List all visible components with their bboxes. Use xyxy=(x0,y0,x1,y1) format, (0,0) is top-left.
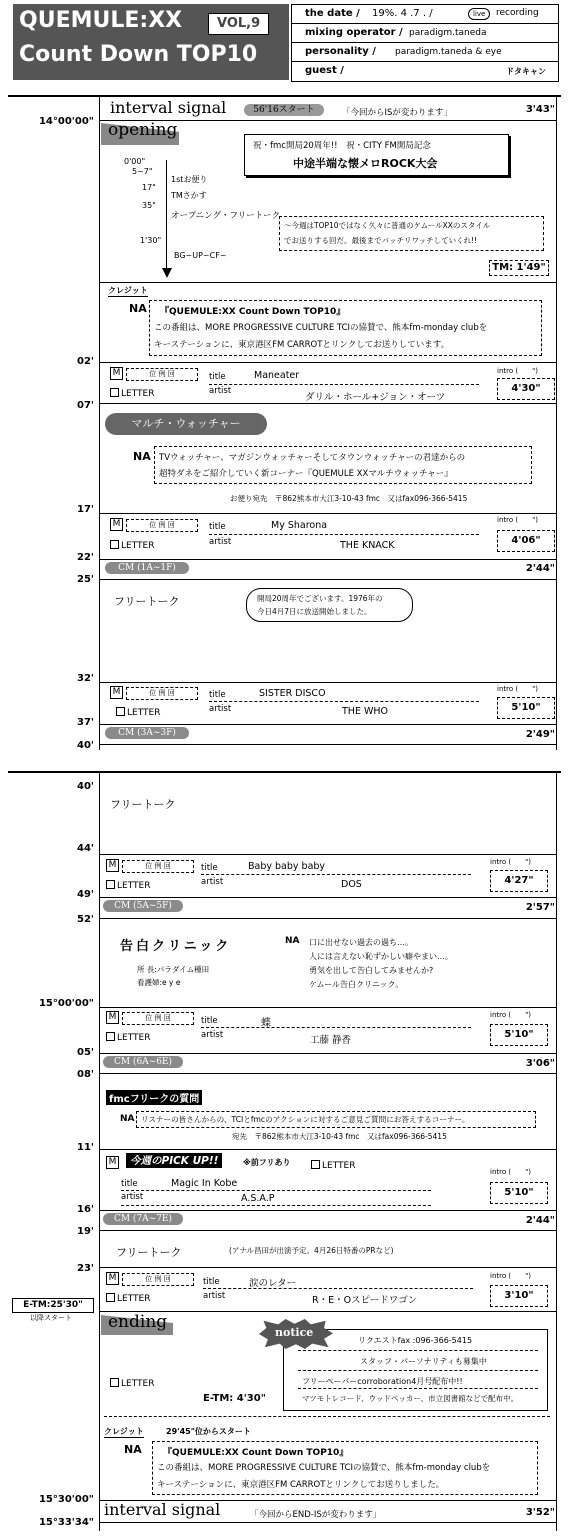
time-1530: 15°30'00" xyxy=(38,1494,94,1505)
ending-etm-label: E-TM: xyxy=(203,1393,234,1404)
live-badge: live xyxy=(468,8,490,20)
song4-m-box: M xyxy=(106,859,119,872)
time-40: 40' xyxy=(77,781,94,792)
free3-label: フリートーク xyxy=(116,1246,182,1259)
song1-intro-box: 4'30" xyxy=(497,378,555,400)
pickup-artist-label: artist xyxy=(121,1192,144,1202)
pickup-intro-box: 5'10" xyxy=(490,1182,548,1204)
tm-label: TM: xyxy=(492,262,514,273)
song5-title-label: title xyxy=(201,1016,218,1026)
pickup-title: 今週のPICK UP!! xyxy=(126,1153,222,1168)
cm5-duration: 2'57" xyxy=(525,902,555,913)
tl-opening-talk: オープニング・フリートーク xyxy=(171,211,281,221)
credit1-label: クレジット xyxy=(108,286,148,295)
song1-title-label: title xyxy=(209,372,226,382)
time-32: 32' xyxy=(77,673,94,684)
pickup-m-box: M xyxy=(106,1156,119,1169)
interval-duration: 3'43" xyxy=(525,104,555,115)
song2-title-label: title xyxy=(209,522,226,532)
song6-intro-box: 3'10" xyxy=(490,1285,548,1307)
multi-watcher-badge xyxy=(105,413,267,435)
tl-35: 35" xyxy=(142,201,156,210)
ending-etm xyxy=(203,1393,266,1404)
opening-box-line2: 中途半端な懐メロROCK大会 xyxy=(293,157,438,170)
time-52: 52' xyxy=(77,914,94,925)
song4-artist-label: artist xyxy=(201,877,224,887)
song3-pos-box: 位 例 回 xyxy=(126,687,198,700)
program-title-line2: Count Down TOP10 xyxy=(19,42,258,67)
song5-intro-box: 5'10" xyxy=(490,1024,548,1046)
clinic-staff1: 所 長:パラダイム種田 xyxy=(137,965,210,974)
opening-talk-line2: でお送りする回だ。最後までバッチリワッチしていくれ!! xyxy=(284,236,478,245)
credit1-box xyxy=(149,300,542,356)
time-1533: 15°33'34" xyxy=(38,1517,94,1528)
free1-note-line2: 今日4月7日に放送開始しました。 xyxy=(257,607,372,616)
tm-box xyxy=(489,260,549,276)
cm1-pill: CM (1A~1F) xyxy=(105,562,189,574)
opening-talk-box xyxy=(279,216,544,251)
ending-letter-label: LETTER xyxy=(121,1379,155,1389)
song4-letter-checkbox[interactable] xyxy=(106,880,150,891)
multi-line2: 超特ダネをご紹介していく新コーナー『QUEMULE XXマルチウォッチャー』 xyxy=(159,469,453,479)
time-16: 16' xyxy=(77,1204,94,1215)
cm6-duration: 3'06" xyxy=(525,1058,555,1069)
clinic-na: NA xyxy=(285,936,300,946)
time-1400: 14°00'00" xyxy=(38,116,94,127)
song5-artist-label: artist xyxy=(201,1030,224,1040)
credit1-line3: キーステーションに、東京港区FM CARROTとリンクしてお送りしています。 xyxy=(154,340,450,350)
time-49: 49' xyxy=(77,889,94,900)
credit1-line1: 『QUEMULE:XX Count Down TOP10』 xyxy=(160,307,346,317)
song2-letter-label: LETTER xyxy=(121,541,155,551)
song5-title: 蝶 xyxy=(261,1018,271,1029)
cm7-pill: CM (7A~7E) xyxy=(103,1213,183,1225)
song5-pos-box: 位 例 回 xyxy=(122,1012,194,1025)
tl-tm: TMさかす xyxy=(171,191,207,200)
guest-label: guest / xyxy=(305,65,344,76)
song6-artist: R・E・Oスピードワゴン xyxy=(312,1295,418,1306)
opening-talk-line1: ～今週はTOP10ではなく久々に普通のケムールXXのスタイル xyxy=(284,221,491,230)
mixing-value: paradigm.taneda xyxy=(409,28,487,38)
time-08: 08' xyxy=(77,1069,94,1080)
mixing-label: mixing operator / xyxy=(305,27,403,38)
song5-letter-label: LETTER xyxy=(117,1033,151,1043)
song3-title-label: title xyxy=(209,690,226,700)
song3-title: SISTER DISCO xyxy=(259,688,326,699)
pickup-artist: A.S.A.P xyxy=(241,1193,275,1204)
date-value: 19%. 4 .7 . / xyxy=(372,8,433,19)
song6-pos-box: 位 例 回 xyxy=(122,1273,194,1286)
song2-intro-label: intro ( ") xyxy=(497,516,539,524)
song1-artist-label: artist xyxy=(209,386,232,396)
song1-pos-box: 位 例 回 xyxy=(126,368,198,381)
song3-letter-checkbox[interactable] xyxy=(116,707,160,718)
song3-m-box: M xyxy=(110,686,123,699)
cm3-duration: 2'49" xyxy=(525,729,555,740)
song6-artist-label: artist xyxy=(203,1291,226,1301)
clinic-line1: 口に出せない過去の過ち…。 xyxy=(309,938,413,947)
multi-line1: TVウォッチャー、マガジンウォッチャーそしてタウンウォッチャーの君達からの xyxy=(159,453,466,463)
credit2-line1: 『QUEMULE:XX Count Down TOP10』 xyxy=(163,1448,349,1458)
opening-box xyxy=(244,134,509,176)
tl-0000: 0'00" xyxy=(124,157,146,166)
song5-intro-label: intro ( ") xyxy=(490,1011,532,1019)
song2-artist-label: artist xyxy=(209,537,232,547)
free2-label: フリートーク xyxy=(110,798,176,811)
clinic-staff2: 看護婦:e y e xyxy=(137,978,181,987)
interval-signal-title: interval signal xyxy=(110,98,227,117)
cm3-pill: CM (3A~3F) xyxy=(105,727,189,739)
interval-note: 「今回からISが変わります」 xyxy=(342,108,452,118)
freak-line1: リスナーの皆さんからの、TCIとfmcのアクションに対するご意見ご質問にお答えするコーナー。 xyxy=(141,1115,470,1124)
song3-letter-label: LETTER xyxy=(127,708,161,718)
song5-artist: 工藤 静香 xyxy=(310,1035,352,1046)
ending-letter-checkbox[interactable] xyxy=(110,1378,154,1389)
program-title-block xyxy=(13,4,289,80)
ending-title: ending xyxy=(108,1312,168,1332)
song6-m-box: M xyxy=(106,1272,119,1285)
song4-letter-label: LETTER xyxy=(117,881,151,891)
pickup-intro-label: intro ( ") xyxy=(490,1168,532,1176)
tl-17: 17" xyxy=(142,183,156,192)
credit1-na: NA xyxy=(129,302,147,315)
song2-pos-box: 位 例 回 xyxy=(126,519,198,532)
time-22: 22' xyxy=(77,552,94,563)
clinic-line3: 勇気を出して告白してみませんか? xyxy=(309,966,434,975)
song6-intro-label: intro ( ") xyxy=(490,1272,532,1280)
free1-note xyxy=(246,588,413,622)
song6-title: 涙のレター xyxy=(249,1278,297,1289)
time-02: 02' xyxy=(77,356,94,367)
pickup-title-label: title xyxy=(121,1179,138,1189)
song4-title: Baby baby baby xyxy=(248,861,326,872)
time-11: 11' xyxy=(77,1142,94,1153)
tl-bg: BG~UP~CF~ xyxy=(174,251,227,260)
personality-label: personality / xyxy=(305,46,376,57)
opening-box-line1: 祝・fmc開局20周年!! 祝・CITY FM開局記念 xyxy=(253,141,431,151)
tl-57: 5~7" xyxy=(132,167,153,176)
interval2-title: interval signal xyxy=(104,1500,221,1519)
song1-intro-label: intro ( ") xyxy=(497,367,539,375)
guest-value: ドタキャン xyxy=(506,67,546,76)
credit2-label: クレジット xyxy=(104,1427,144,1436)
time-44: 44' xyxy=(77,843,94,854)
recording-label: recording xyxy=(496,8,539,18)
credit2-na: NA xyxy=(124,1443,142,1456)
song6-title-label: title xyxy=(203,1277,220,1287)
time-1500: 15°00'00" xyxy=(38,998,94,1009)
clinic-line2: 人には言えない恥ずかしい癖やまい…。 xyxy=(309,952,453,961)
vol-badge: VOL,9 xyxy=(208,13,269,35)
multi-box xyxy=(154,446,532,484)
song2-title: My Sharona xyxy=(271,520,328,531)
song5-letter-checkbox[interactable] xyxy=(106,1032,150,1043)
time-17: 17' xyxy=(77,504,94,515)
notice-line4: マツモトレコード、ウッドペッカー、市立図書館などで配布中。 xyxy=(302,1394,519,1403)
time-19: 19' xyxy=(77,1226,94,1237)
cm7-duration: 2'44" xyxy=(525,1215,555,1226)
pickup-note: ※前フリあり xyxy=(243,1158,291,1167)
cm5-pill: CM (5A~5F) xyxy=(103,900,183,912)
credit1-line2: この番組は、MORE PROGRESSIVE CULTURE TCIの協賛で、熊本fm-monday clubを xyxy=(154,323,488,333)
song4-intro-box: 4'27" xyxy=(490,870,548,892)
cm6-pill: CM (6A~6E) xyxy=(103,1056,183,1068)
song5-m-box: M xyxy=(106,1011,119,1024)
credit2-box xyxy=(152,1441,538,1495)
freak-na: NA xyxy=(120,1114,135,1124)
notice-line1: リクエストfax :096-366-5415 xyxy=(358,1336,473,1345)
song3-artist: THE WHO xyxy=(342,706,388,717)
ending-etm-value: 4'30" xyxy=(236,1393,266,1404)
etm-sub: 以降スタート xyxy=(30,1314,72,1322)
pickup-letter-label: LETTER xyxy=(322,1161,356,1171)
interval-start-pill: 56'16スタート xyxy=(244,104,324,116)
notice-label: notice xyxy=(275,1326,314,1339)
personality-value: paradigm.taneda & eye xyxy=(395,47,502,57)
tl-first-letter: 1stお便り xyxy=(171,175,208,184)
date-label: the date / xyxy=(305,8,360,19)
song6-letter-label: LETTER xyxy=(117,1294,151,1304)
song2-intro-box: 4'06" xyxy=(497,530,555,552)
free1-label: フリートーク xyxy=(114,595,180,608)
interval2-note: 「今回からEND-ISが変わります」 xyxy=(250,1510,382,1520)
song1-letter-label: LETTER xyxy=(121,389,155,399)
notice-line3: フリーペーパーcorroboration4月号配布中!! xyxy=(302,1377,463,1386)
multi-address: お便り宛先 〒862熊本市大江3-10-43 fmc 又はfax096-366-5415 xyxy=(230,494,468,503)
song1-letter-checkbox[interactable] xyxy=(110,388,154,399)
credit2-line2: この番組は、MORE PROGRESSIVE CULTURE TCIの協賛で、熊本fm-monday clubを xyxy=(157,1463,491,1473)
song4-title-label: title xyxy=(201,863,218,873)
time-23: 23' xyxy=(77,1263,94,1274)
clinic-title: 告白クリニック xyxy=(120,939,232,954)
time-07: 07' xyxy=(77,400,94,411)
song4-artist: DOS xyxy=(341,879,362,890)
song2-artist: THE KNACK xyxy=(340,540,395,551)
free3-note: (アナル昌田が出演予定。4月26日特番のPRなど) xyxy=(229,1246,394,1255)
song3-artist-label: artist xyxy=(209,704,232,714)
song3-intro-box: 5'10" xyxy=(497,697,555,719)
credit2-start: 29'45"位からスタート xyxy=(166,1427,251,1436)
time-25: 25' xyxy=(77,574,94,585)
credit2-line3: キーステーションに、東京港区FM CARROTとリンクしてお送りしました。 xyxy=(157,1480,445,1490)
song4-pos-box: 位 例 回 xyxy=(122,860,194,873)
tl-130: 1'30" xyxy=(140,236,162,245)
etm-box: E-TM:25'30" xyxy=(12,1298,94,1313)
song4-intro-label: intro ( ") xyxy=(490,858,532,866)
opening-title: opening xyxy=(108,120,178,140)
time-05: 05' xyxy=(77,1047,94,1058)
multi-watcher-title: マルチ・ウォッチャー xyxy=(131,417,241,430)
pickup-letter-checkbox[interactable] xyxy=(311,1160,355,1171)
interval2-duration: 3'52" xyxy=(525,1507,555,1518)
free1-note-line1: 開局20周年でございます。1976年の xyxy=(257,594,383,603)
song2-m-box: M xyxy=(110,518,123,531)
song1-m-box: M xyxy=(110,367,123,380)
freak-title: fmcフリークの質問 xyxy=(106,1090,202,1105)
info-box xyxy=(291,4,559,82)
time-37: 37' xyxy=(77,717,94,728)
song1-artist: ダリル・ホール+ジョン・オーツ xyxy=(305,392,446,403)
notice-line2: スタッフ・パーソナリティも募集中 xyxy=(360,1357,487,1366)
song6-letter-checkbox[interactable] xyxy=(106,1293,150,1304)
song1-title: Maneater xyxy=(254,370,300,381)
freak-address: 宛先 〒862熊本市大江3-10-43 fmc 又はfax096-366-5415 xyxy=(232,1132,447,1141)
tm-value: 1'49" xyxy=(516,262,546,273)
song3-intro-label: intro ( ") xyxy=(497,685,539,693)
freak-box xyxy=(136,1111,536,1128)
multi-na-label: NA xyxy=(133,450,151,463)
clinic-line4: ケムール告白クリニック。 xyxy=(309,980,404,989)
pickup-song-title: Magic In Kobe xyxy=(171,1178,238,1189)
song2-letter-checkbox[interactable] xyxy=(110,540,154,551)
time-40-p1: 40' xyxy=(77,740,94,751)
program-title-line1: QUEMULE:XX xyxy=(19,8,183,33)
cm1-duration: 2'44" xyxy=(525,563,555,574)
